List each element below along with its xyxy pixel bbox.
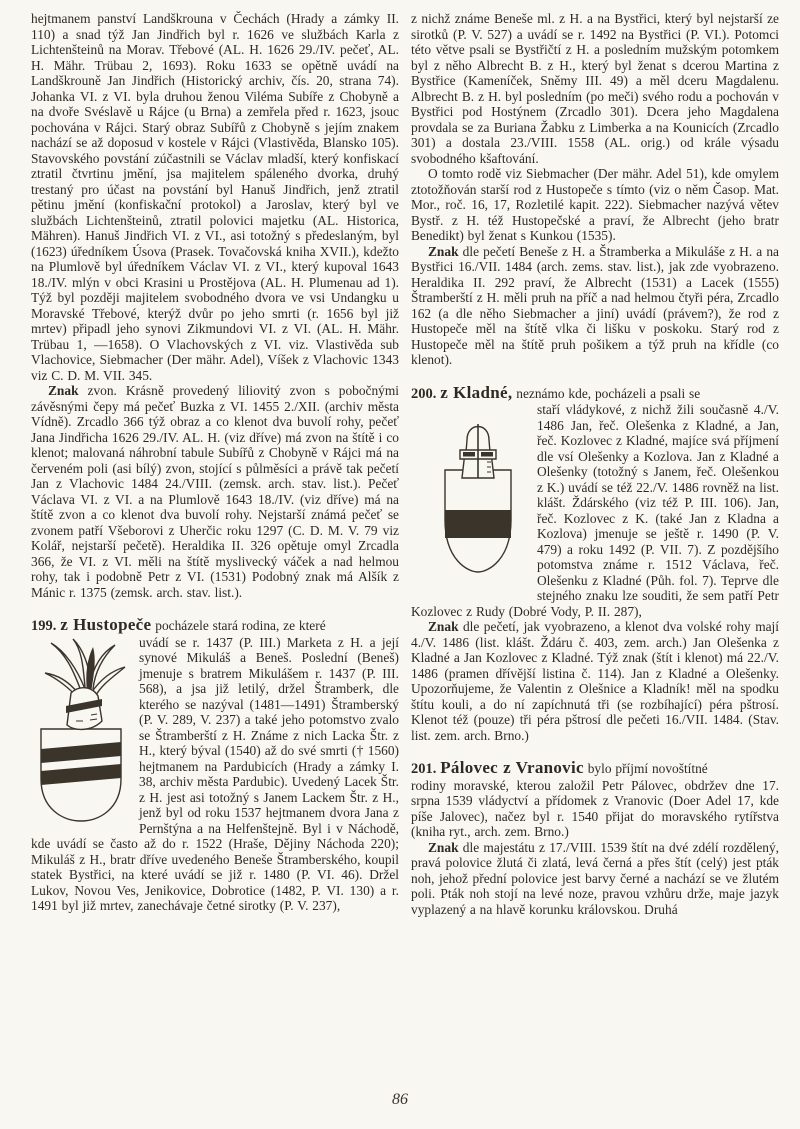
section-200-body: [411, 402, 779, 619]
section-number: 200.: [411, 385, 437, 402]
page-number: 86: [392, 1091, 408, 1108]
paragraph-text: z nichž známe Beneše ml. z H. a na Bystřici, který byl nejstarší ze sirotků (P. V. 527) a uvádí se r. 1492 na Bystřici (P. VI.). Potomci této větve psali se Bystřičtí z H. a posledním mužským potomkem byl z něho Albrecht B. z H., který byl ženat s dcerou Martina z Bystřice (Kameníček, Sněmy III. 49) a měl dceru Magdalenu. Albrecht B. z H. byl posledním (po meči) svého rodu a pochován v Bystřici pod Hostýnem (Zrcadlo 301). Dcera jeho Magdalena provdala se za Buriana Žabku z Limberka a na Kounicích (Zrcadlo 301) a dostala 23./VIII. 1558 (AL. orig.) od krále výsadu svobodného kšaftování.: [411, 11, 779, 166]
paragraph-text: rodiny moravské, kterou založil Petr Pálovec, obdržev dne 17. srpna 1539 vládyctví a přídomek z Vranovic (Doer Adel 17, kde píše Jalovec), načez byl r. 1540 přijat do moravského rytířstva (kniha ryt., arch. zem. Brno.): [411, 777, 779, 839]
section-lead-text: neznámo kde, pocházeli a psali se: [516, 385, 701, 401]
paragraph-text: staří vládykové, z nichž žili současně 4./V. 1486 Jan, řeč. Olešenka z Kladné, a Jan, řeč. Kozlovec z Kladné, majíce svá příjmení dle vsí Olešenky a Kozlova. Jan z Kladné a Olešenky (totožný s Janem, řeč. Olešenkou z K.) uvádí se též 22./V. 1486 rovněž na list. klášt. Ždárského (viz též P. III. 106). Jan, řeč. Kozlovec z K. (také Jan z Kladna a Kozlova) jmenuje se ještě r. 1490 (P. V. 479) a roku 1492 (P. VII. 7). Z pozdějšího potomstva známe r. 1512 Václava, řeč. Olešenku z Kladné (Půh. fol. 7). Teprve dle stejného znaku lze souditi, že sem patří Petr Kozlovec z Rudy (Dobré Vody, P. II. 287),: [411, 402, 779, 619]
paragraph-sirotci: [411, 11, 779, 166]
paragraph-text: dle pečetí Beneše z H. a Štramberka a Mikuláše z H. a na Bystřici 16./VII. 1484 (arch. zems. stav. list.), jak zde vyobrazeno. Heraldika II. 292 praví, že Albrecht (1531) a Lacek (1555) Štramberští z H. měli pruh na příč a nad helmou čtyři péra, Zrcadlo 162 (a dle něho Siebmacher a jiní) uvádí (právem?), že rod z Hustopeče měl na štítě vlka či lišku v poskoku. Starý rod z Hustopeče měl na štítě pruh pošikem a týž pruh na křídle (co klenot).: [411, 243, 779, 367]
left-column: [31, 11, 399, 917]
paragraph-text: zvon. Krásně provedený liliovitý zvon s pobočnými závěsnými čepy má pečeť Buzka z VI. 1455 2./XII. (archiv města Vídně). Zrcadlo 366 týž obraz a co klenot dva buvolí rohy, pečeť Jana Jindřicha 1626 29./IV. AL. H. (viz dříve) má zvon na štítě i co klenot; malovaná náhrobní tabule Subířů z Chobyně v Rájci má na červeném poli (asi bílý) zvon, stojící s půlměsíci a právě tak pečetí Jan z Vlachovic 1484 24./VIII. (zemsk. arch. stav. list.). Pečeť Václava VI. z VI. a na Plumlově 1643 18./IV. (viz dříve) má na štítě zvon a co klenot dva buvolí rohy. Nejstarší známá pečeť se zvonem patří Všeborovi z Uherčic roku 1297 (C. D. M. V. 79 viz Kolář, nejstarší pečetě). Heraldika II. 326 opětuje omyl Zrcadla 366, že VI. z VI. měli na štítě myslivecký váček a nad helmou rohy, tak i podobně Petr z VI. (1531) Podobný znak má Alšík z Mánic r. 1375 (zemsk. arch. stav. list.).: [31, 383, 399, 600]
paragraph-text: O tomto rodě viz Siebmacher (Der mähr. Adel 51), kde omylem ztotožňován starší rod z Hustopeče s tímto (viz o něm Časop. Mat. Mor., roč. 16, 17, Rozletilé kapit. 222). Siebmacher nazývá větev Bystř. z H. též Hustopečské a praví, že Albrecht (jeho bratr Benedikt) byl ženat s Kunkou (1535).: [411, 166, 779, 243]
hustopece-coat-of-arms-figure: [31, 637, 131, 823]
paragraph-text: dle pečetí, jak vyobrazeno, a klenot dva volské rohy mají 4./V. 1486 (list. klášt. Ždáru č. 403, zem. arch.) Jan Olešenka z Kladné a Jan Kozlovec z Kladné. Týž znak (štít i klenot) má 22./V. 1486 (pramen dřívější listina č. 114). Jan z Kladné a Olešenky. Upozorňujeme, že Valentin z Olešnice a Kladník! měl na spodku štítu kouli, a do ní zapíchnutá tři (se rozbíhající) péra pštrosí. Klenot též (pouze) tři péra pštrosí dle pečeti 16./VII. 1484. (Stav. list. zem. arch. Brno.): [411, 619, 779, 743]
section-199-body: [31, 635, 399, 914]
kladne-coat-of-arms-figure: [411, 404, 525, 590]
section-lead-text: pocházele stará rodina, ze které: [155, 618, 326, 633]
paragraph-landskroun: [31, 11, 399, 383]
paragraph-text: dle majestátu z 17./VIII. 1539 štít na dvé zdélí rozdělený, pravá polovice žlutá či zlatá, levá černá a přes štít (celý) jest pták noh, jehož přední polovice jest barvy černé a nachází se ve žlutém poli. Pták noh stojí na levé noze, pravou vzhůru drže, maje jazyk vyplazený a na hlavě korunku královskou. Druhá: [411, 839, 779, 917]
paragraph-znak-palovec: [411, 840, 779, 918]
section-title: z Kladné,: [440, 382, 513, 402]
section-title: z Hustopeče: [60, 615, 152, 634]
section-201-body: [411, 778, 779, 840]
paragraph-text: hejtmanem panství Landškrouna v Čechách (Hrady a zámky II. 110) a snad týž Jan Jindřich byl r. 1626 ve službách Karla z Lichtenšteinů na Morav. Třebové (AL. H. 1626 29./IV. pečeť, AL. H. Mähr. Trübau 2, 1693). Roku 1633 se opětně uvádí na Landškrouně Jan Jindřich (Historický archiv, čís. 20, strana 74). Johanka VI. z VI. byla druhou ženou Viléma Subíře z Chobyně a na dvoře Svéslavě u Rájce (u Brna) a zemřela před r. 1623, jsouc pochována v Rájci. Starý obraz Subířů z Chobyně s jejím znakem nachází se až doposud v kostele v Rájci (Vlastivěda, Blansko 105). Stavovského povstání zúčastnili se Václav mladší, který konfiskací ztratil čtvrtinu jmění, jsa majitelem spáleného dvorka, druhý trestaný pro účast na povstání byl Hanuš Jindřich, jenž ztratil pětinu jmění (konfiskační protokol) a Jaroslav, který byl ve službách Lichtenšteinů, ztratil polovici majetku (AL. Historica, Mähren). Hanuš Jindřich VI. z VI., asi totožný s předeslaným, byl (1623) úředníkem Úsova (Prasek. Tovačovská kniha XVII.), kdežto na Plumlově byl úředníkem Václav VI. z VI., který kupoval 1643 18./IV. mlýn v obci Krasini u Prostějova (AL. H. Plumenau ad 1). Týž byl později majitelem svobodného dvora ve vsi Undangku u Moravské Třebové, kterýž dvůr po jeho smrti (r. 1656 byl již mrtev) připadl jeho synovi Zikmundovi VI. z VI. (AL. H. Mähr. Trübau 1, —1658). O Vlachovských z VI. viz. Vlastivěda sub Vlachovice, Siebmacher (Der mähr. Adel), Víšek z Vlachovic 1343 viz C. D. M. VII. 345.: [31, 11, 399, 383]
bold-lead-word: Znak: [48, 383, 79, 398]
section-lead-text: bylo příjmí novoštítné: [587, 761, 708, 776]
section-title: Pálovec z Vranovic: [440, 758, 584, 777]
paragraph-znak-zvon: [31, 383, 399, 600]
paragraph-znak-kladne: [411, 619, 779, 743]
section-201-heading: [411, 760, 779, 778]
section-199-heading: [31, 617, 399, 635]
bold-lead-word: Znak: [428, 619, 459, 634]
paragraph-text: uvádí se r. 1437 (P. III.) Marketa z H. a její synové Mikuláš a Beneš. Poslední (Beneš) jmenuje s bratrem Mikulášem r. 1437 (P. III. 568), a jsa již letilý, držel Štramberk, dle kterého se nazýval (1481—1491) Štramberský (P. V. 289, V. 237) a také jeho potomstvo zvalo se Štramberští z H. Známe z nich Lacka Štr. z H., který býval (1540) až do své smrti († 1560) hejtmanem na Pardubicích (Hrady a zámky I. 38, archiv města Pardubic). Uvedený Lacek Štr. z H. jest asi totožný s Janem Lackem Štr. z H., jenž byl od roku 1537 hejtmanem dvora Jana z Pernštýna a na Helfenštejně. Byl i v Náchodě, kde uvádí se často až do r. 1522 (Hraše, Dějiny Náchoda 220); Mikuláš z H., bratr dříve uvedeného Beneše Štramberského, koupil statek Bystřici, na které uvádí se již r. 1480 (P. VI. 46). Držel Lukov, Novou Ves, Jenikovice, Dobrotice (1482, P. VI. 130) a r. 1491 byl již mrtev, zanechávaje četné sirotky (P. V. 237),: [31, 634, 399, 913]
bold-lead-word: Znak: [428, 243, 459, 259]
right-column: [411, 11, 779, 917]
paragraph-siebmacher: [411, 166, 779, 244]
hustopece-arms-drawing: [31, 637, 131, 823]
section-200-heading: [411, 382, 779, 403]
section-number: 201.: [411, 761, 437, 777]
paragraph-znak-hustopece: [411, 244, 779, 368]
section-number: 199.: [31, 618, 57, 634]
kladne-arms-drawing: [411, 404, 525, 590]
bold-lead-word: Znak: [428, 839, 459, 855]
